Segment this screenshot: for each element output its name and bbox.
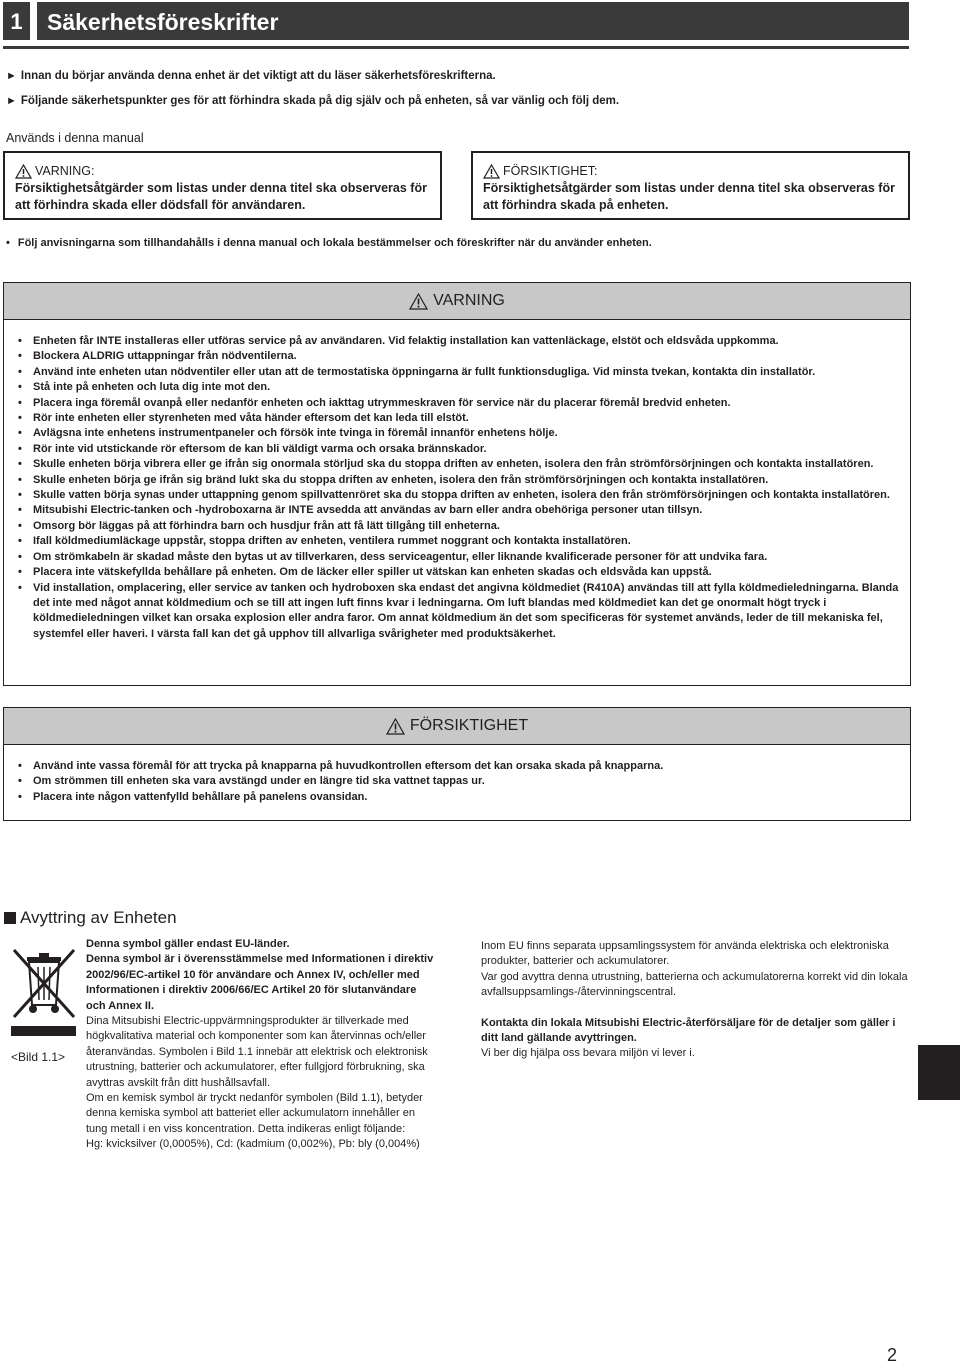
- header-divider: [3, 46, 909, 49]
- disposal-dispose-text: Var god avyttra denna utrustning, batterierna och ackumulatorerna korrekt vid din lokala avfallsuppsamlings-/återvinningscentral.: [481, 970, 908, 999]
- disposal-right-column: [481, 939, 911, 1062]
- list-item: • Om strömkabeln är skadad måste den bytas ut av tillverkaren, dess serviceagentur, eller liknande kvalificerade personer för att undvika fara.: [4, 550, 910, 565]
- warning-list: [4, 320, 910, 642]
- warning-note-title: VARNING:: [15, 163, 430, 180]
- warning-section-title: VARNING: [433, 292, 505, 309]
- list-item: • Placera inte någon vattenfylld behållare på panelens ovansidan.: [4, 790, 910, 805]
- warning-triangle-icon: [15, 164, 32, 179]
- list-item: • Blockera ALDRIG uttappningar från nödventilerna.: [4, 349, 910, 364]
- caution-note-box: [471, 151, 910, 220]
- figure-label: <Bild 1.1>: [11, 1050, 66, 1064]
- page-number: 2: [887, 1345, 898, 1365]
- disposal-heading: Avyttring av Enheten: [4, 908, 177, 928]
- list-item: • Placera inga föremål ovanpå eller nedanför enheten och iakttag utrymmeskraven för service när du placerar föremål bredvid enheten.: [4, 396, 910, 411]
- caution-section-header: [4, 708, 910, 745]
- warning-triangle-icon: [386, 718, 405, 735]
- follow-note: • Följ anvisningarna som tillhandahålls i denna manual och lokala bestämmelser och föreskrifter när du använder enheten.: [6, 237, 652, 249]
- caution-section-title: FÖRSIKTIGHET: [409, 717, 529, 734]
- manual-heading: Används i denna manual: [6, 131, 144, 145]
- caution-note-body: Försiktighetsåtgärder som listas under denna titel ska observeras för att förhindra skada på enheten.: [483, 181, 895, 212]
- caution-list: [4, 745, 910, 805]
- disposal-directive: Denna symbol är i överensstämmelse med Informationen i direktiv 2002/96/EC-artikel 10 för användare och Annex IV, och/eller med Informationen i direktiv 2006/66/EC Artikel 20 för slutanvändare och Annex II.: [86, 953, 434, 1012]
- disposal-contact-text: Kontakta din lokala Mitsubishi Electric-återförsäljare för de detaljer som gäller i ditt land gällande avyttringen.: [481, 1016, 896, 1045]
- side-tab-marker: [918, 1045, 960, 1100]
- arrow-right-icon: ►: [6, 95, 17, 107]
- warning-triangle-icon: [409, 293, 428, 310]
- square-bullet-icon: [4, 912, 16, 924]
- warning-triangle-icon: [483, 164, 500, 179]
- disposal-eu-only: Denna symbol gäller endast EU-länder.: [86, 938, 290, 950]
- list-item: • Rör inte vid utstickande rör eftersom de kan bli väldigt varma och orsaka brännskador.: [4, 442, 910, 457]
- page-title: Säkerhetsföreskrifter: [37, 2, 909, 40]
- list-item: • Om strömmen till enheten ska vara avstängd under en längre tid ska vattnet tappas ur.: [4, 774, 910, 789]
- list-item: • Rör inte enheten eller styrenheten med våta händer eftersom det kan leda till elstöt.: [4, 411, 910, 426]
- arrow-right-icon: ►: [6, 70, 17, 82]
- list-item: • Enheten får INTE installeras eller utföras service på av användaren. Vid felaktig installation kan vattenläckage, elstöt och eldsvåda uppkomma.: [4, 334, 910, 349]
- caution-note-title: FÖRSIKTIGHET:: [483, 163, 898, 180]
- crossed-out-wheelie-bin-icon: [9, 945, 81, 1023]
- section-number: 1: [3, 2, 30, 40]
- list-item: • Vid installation, omplacering, eller service av tanken och hydroboxen ska endast det angivna köldmediet (R410A) användas till att fylla köldmedieledningarna. Blanda det inte med något annat köldmedium och se till att ingen luft finns kvar i ledningarna. Om luft blandas med köldmediet kan det ge onormalt högt tryck i köldmedieledningen vilket kan orsaka explosion eller andra faror. Om annat köldmedium än det som specificeras för systemet används, leder de till mekaniska fel, systemfel eller haveri. I värsta fall kan det gå upphov till allvarliga svårigheter med produktsäkerhet.: [4, 581, 910, 643]
- warning-section-header: [4, 283, 910, 320]
- list-item: • Mitsubishi Electric-tanken och -hydroboxarna är INTE avsedda att användas av barn eller andra obehöriga personer utan tillsyn.: [4, 503, 910, 518]
- list-item: • Stå inte på enheten och luta dig inte mot den.: [4, 380, 910, 395]
- disposal-environment-text: Vi ber dig hjälpa oss bevara miljön vi lever i.: [481, 1047, 695, 1060]
- intro-line-1: ► Innan du börjar använda denna enhet är det viktigt att du läser säkerhetsföreskrifterna.: [6, 70, 496, 82]
- warning-section: [3, 282, 911, 686]
- disposal-chemical-text: Om en kemisk symbol är tryckt nedanför symbolen (Bild 1.1), betyder denna kemiska symbol att batteriet eller ackumulatorn innehåller en tung metall i en viss koncentration. Detta indikeras enligt följande:: [86, 1092, 423, 1135]
- disposal-collection-text: Inom EU finns separata uppsamlingssystem för använda elektriska och elektroniska produkter, batterier och ackumulatorer.: [481, 940, 889, 968]
- bin-underline-bar: [11, 1026, 76, 1036]
- disposal-metals-text: Hg: kvicksilver (0,0005%), Cd: (kadmium (0,002%), Pb: bly (0,004%): [86, 1138, 420, 1151]
- list-item: • Skulle enheten börja vibrera eller ge ifrån sig onormala störljud ska du stoppa driften av enheten, isolera den från strömförsörjningen och kontakta installatören.: [4, 457, 910, 472]
- list-item: • Använd inte vassa föremål för att trycka på knapparna på huvudkontrollen eftersom det kan orsaka skada på knapparna.: [4, 759, 910, 774]
- list-item: • Placera inte vätskefyllda behållare på enheten. Om de läcker eller spiller ut vätskan kan enheten skadas och eldsvåda kan uppstå.: [4, 565, 910, 580]
- list-item: • Ifall köldmediumläckage uppstår, stoppa driften av enheten, ventilera rummet noggrant och kontakta installatören.: [4, 534, 910, 549]
- list-item: • Skulle enheten börja ge ifrån sig bränd lukt ska du stoppa driften av enheten, isolera den från strömförsörjningen och kontakta installatören.: [4, 473, 910, 488]
- list-item: • Använd inte enheten utan nödventiler eller utan att de termostatiska öppningarna är fullt funktionsdugliga. Vid minsta tvekan, kontakta din installatör.: [4, 365, 910, 380]
- list-item: • Skulle vatten börja synas under uttappning genom spillvattenröret ska du stoppa driften av enheten, isolera den från strömförsörjningen och kontakta installatören.: [4, 488, 910, 503]
- warning-note-box: [3, 151, 442, 220]
- disposal-products-text: Dina Mitsubishi Electric-uppvärmningsprodukter är tillverkade med högkvalitativa material och komponenter som kan återvinnas och/eller återanvändas. Symbolen i Bild 1.1 innebär att elektrisk och elektronisk utrustning, batterier och ackumulatorer, efter fullgjord förbrukning, ska avyttras avskilt från ditt hushållsavfall.: [86, 1015, 428, 1089]
- list-item: • Omsorg bör läggas på att förhindra barn och husdjur från att få lätt tillgång till enheterna.: [4, 519, 910, 534]
- list-item: • Avlägsna inte enhetens instrumentpaneler och försök inte tvinga in föremål innanför enhetens hölje.: [4, 426, 910, 441]
- caution-section: [3, 707, 911, 821]
- warning-note-body: Försiktighetsåtgärder som listas under denna titel ska observeras för att förhindra skada eller dödsfall för användaren.: [15, 181, 427, 212]
- disposal-left-column: [86, 937, 436, 1153]
- intro-line-2: ► Följande säkerhetspunkter ges för att förhindra skada på dig själv och på enheten, så var vänlig och följ dem.: [6, 95, 620, 107]
